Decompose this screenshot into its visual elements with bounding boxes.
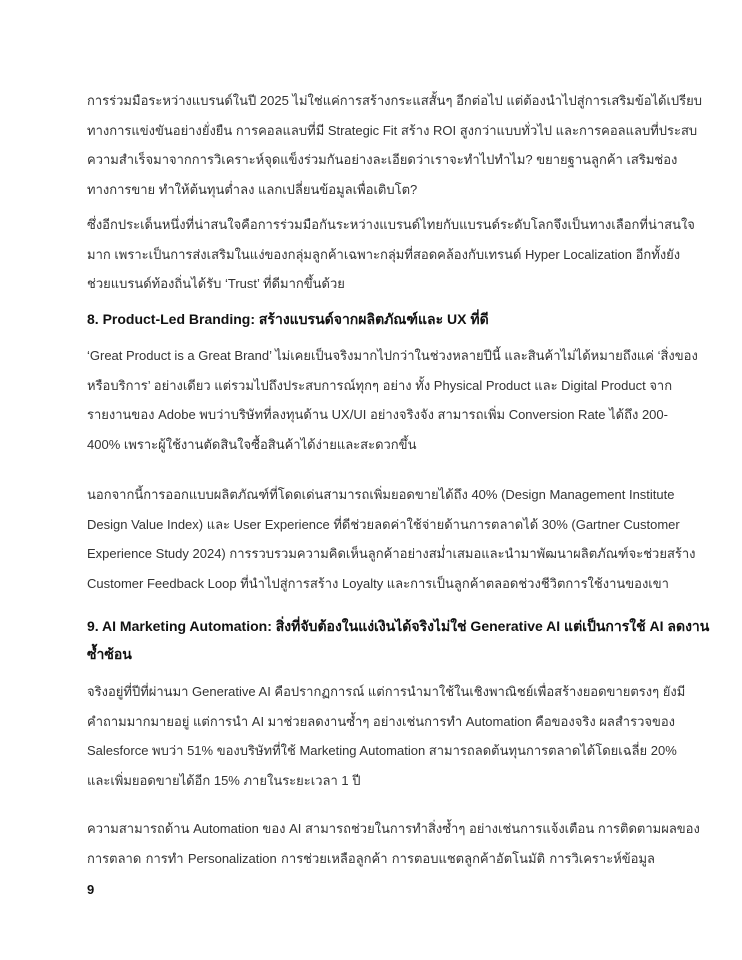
text-line: ‘Great Product is a Great Brand’ ไม่เคยเป็นจริงมากไปกว่าในช่วงหลายปีนี้ และสินค้าไม่ได้หมายถึงแค่ ‘สิ่งของ (87, 348, 698, 363)
paragraph-automation-capabilities (87, 814, 700, 873)
text-line: ทางการแข่งขันอย่างยั่งยืน การคอลแลบที่มี Strategic Fit สร้าง ROI สูงกว่าแบบทั่วไป และการคอลแลบที่ประสบ (87, 122, 698, 138)
paragraph-design-value (87, 480, 696, 598)
text-line: Salesforce พบว่า 51% ของบริษัทที่ใช้ Marketing Automation สามารถลดต้นทุนการตลาดได้โดยเฉลี่ย 20% (87, 743, 677, 758)
text-line: มาก เพราะเป็นการส่งเสริมในแง่ของกลุ่มลูกค้าเฉพาะกลุ่มที่สอดคล้องกับเทรนด์ Hyper Localization อีกทั้งยัง (87, 246, 681, 262)
text-line: และเพิ่มยอดขายได้อีก 15% ภายในระยะเวลา 1 ปี (87, 772, 361, 788)
text-line: Design Value Index) และ User Experience ที่ดีช่วยลดค่าใช้จ่ายด้านการตลาดได้ 30% (Gartner Customer (87, 516, 680, 532)
text-line: ซ้ำซ้อน (87, 646, 132, 662)
paragraph-great-product (87, 341, 698, 459)
text-line: รายงานของ Adobe พบว่าบริษัทที่ลงทุนด้าน UX/UI อย่างจริงจัง สามารถเพิ่ม Conversion Rate ได้ถึง 200- (87, 407, 668, 422)
text-line: ช่วยแบรนด์ท้องถิ่นได้รับ ‘Trust’ ที่ดีมากขึ้นด้วย (87, 276, 345, 291)
text-line: การตลาด การทำ Personalization การช่วยเหลือลูกค้า การตอบแชตลูกค้าอัตโนมัติ การวิเคราะห์ข้อมูล (87, 850, 655, 866)
paragraph-thai-global-brands (87, 210, 695, 299)
text-line: 400% เพราะผู้ใช้งานตัดสินใจซื้อสินค้าได้ง่ายและสะดวกขึ้น (87, 436, 417, 452)
text-line: นอกจากนี้การออกแบบผลิตภัณฑ์ที่โดดเด่นสามารถเพิ่มยอดขายได้ถึง 40% (Design Management Institute (87, 487, 675, 502)
heading-ai-marketing-automation (87, 612, 710, 668)
text-line: Experience Study 2024) การรวบรวมความคิดเห็นลูกค้าอย่างสม่ำเสมอและนำมาพัฒนาผลิตภัณฑ์จะช่วยสร้าง (87, 546, 696, 561)
page-number: 9 (87, 882, 95, 897)
text-line: จริงอยู่ที่ปีที่ผ่านมา Generative AI คือปรากฏการณ์ แต่การนำมาใช้ในเชิงพาณิชย์เพื่อสร้างยอดขายตรงๆ ยังมี (87, 684, 686, 699)
text-line: คำถามมากมายอยู่ แต่การนำ AI มาช่วยลดงานซ้ำๆ อย่างเช่นการทำ Automation คือของจริง ผลสำรวจของ (87, 713, 676, 729)
text-line: การร่วมมือระหว่างแบรนด์ในปี 2025 ไม่ใช่แค่การสร้างกระแสสั้นๆ อีกต่อไป แต่ต้องนำไปสู่การเสริมข้อได้เปรียบ (87, 93, 703, 108)
text-line: 8. Product-Led Branding: สร้างแบรนด์จากผลิตภัณฑ์และ UX ที่ดี (87, 311, 489, 327)
heading-product-led-branding (87, 305, 655, 335)
text-line: หรือบริการ’ อย่างเดียว แต่รวมไปถึงประสบการณ์ทุกๆ อย่าง ทั้ง Physical Product และ Digital Product จาก (87, 377, 673, 393)
paragraph-brand-collab (87, 86, 703, 204)
text-line: ทางการขาย ทำให้ต้นทุนต่ำลง แลกเปลี่ยนข้อมูลเพื่อเติบโต? (87, 181, 418, 197)
text-line: 9. AI Marketing Automation: สิ่งที่จับต้องในแง่เงินได้จริงไม่ใช่ Generative AI แต่เป็นการใช้ AI ลดงาน (87, 618, 710, 634)
text-line: ความสามารถด้าน Automation ของ AI สามารถช่วยในการทำสิ่งซ้ำๆ อย่างเช่นการแจ้งเตือน การติดตามผลของ (87, 821, 700, 836)
paragraph-generative-ai (87, 677, 686, 795)
text-line: ความสำเร็จมาจากการวิเคราะห์จุดแข็งร่วมกันอย่างละเอียดว่าเราจะทำไปทำไม? ขยายฐานลูกค้า เสริมช่อง (87, 152, 678, 167)
text-line: Customer Feedback Loop ที่นำไปสู่การสร้าง Loyalty และการเป็นลูกค้าตลอดช่วงชีวิตการใช้งานของเขา (87, 575, 669, 591)
text-line: ซึ่งอีกประเด็นหนึ่งที่น่าสนใจคือการร่วมมือกันระหว่างแบรนด์ไทยกับแบรนด์ระดับโลกจึงเป็นทางเลือกที่น่าสนใจ (87, 217, 695, 232)
